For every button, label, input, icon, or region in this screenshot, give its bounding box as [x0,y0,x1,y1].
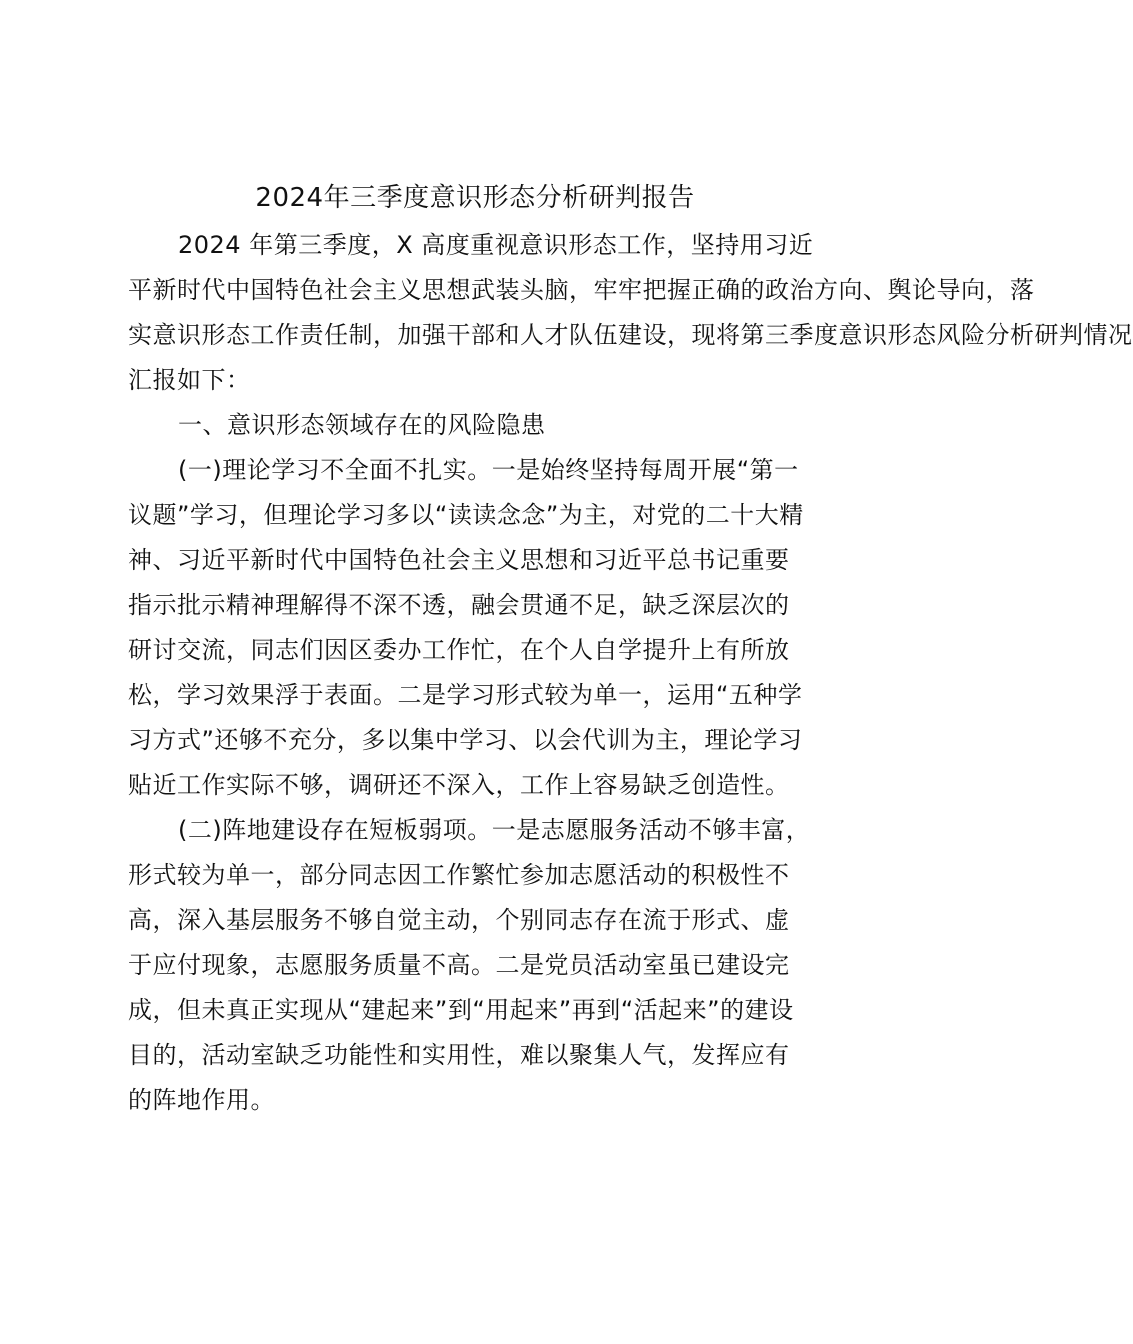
section-heading: 一、意识形态领域存在的风险隐患 [178,411,546,439]
paragraph-line: 平新时代中国特色社会主义思想武装头脑，牢牢把握正确的政治方向、舆论导向，落 [128,276,1035,304]
paragraph-line: (一)理论学习不全面不扎实。一是始终坚持每周开展“第一 [178,456,799,484]
paragraph-line: 议题”学习，但理论学习多以“读读念念”为主，对党的二十大精 [128,501,804,529]
paragraph-line: 松，学习效果浮于表面。二是学习形式较为单一，运用“五种学 [128,681,803,709]
paragraph-line: 神、习近平新时代中国特色社会主义思想和习近平总书记重要 [128,546,790,574]
document-title: 2024年三季度意识形态分析研判报告 [255,183,695,213]
paragraph-line: 2024 年第三季度，X 高度重视意识形态工作，坚持用习近 [178,231,814,259]
paragraph-line: (二)阵地建设存在短板弱项。一是志愿服务活动不够丰富， [178,816,811,844]
paragraph-line: 实意识形态工作责任制，加强干部和人才队伍建设，现将第三季度意识形态风险分析研判情况 [128,321,1133,349]
paragraph-line: 高，深入基层服务不够自觉主动，个别同志存在流于形式、虚 [128,906,790,934]
paragraph-line: 指示批示精神理解得不深不透，融会贯通不足，缺乏深层次的 [128,591,790,619]
paragraph-line: 汇报如下： [128,366,251,394]
paragraph-line: 习方式”还够不充分，多以集中学习、以会代训为主，理论学习 [128,726,803,754]
paragraph-line: 于应付现象，志愿服务质量不高。二是党员活动室虽已建设完 [128,951,790,979]
paragraph-line: 成，但未真正实现从“建起来”到“用起来”再到“活起来”的建设 [128,996,794,1024]
paragraph-line: 研讨交流，同志们因区委办工作忙，在个人自学提升上有所放 [128,636,790,664]
paragraph-line: 的阵地作用。 [128,1086,275,1114]
paragraph-line: 目的，活动室缺乏功能性和实用性，难以聚集人气，发挥应有 [128,1041,790,1069]
paragraph-line: 贴近工作实际不够，调研还不深入，工作上容易缺乏创造性。 [128,771,790,799]
paragraph-line: 形式较为单一，部分同志因工作繁忙参加志愿活动的积极性不 [128,861,790,889]
